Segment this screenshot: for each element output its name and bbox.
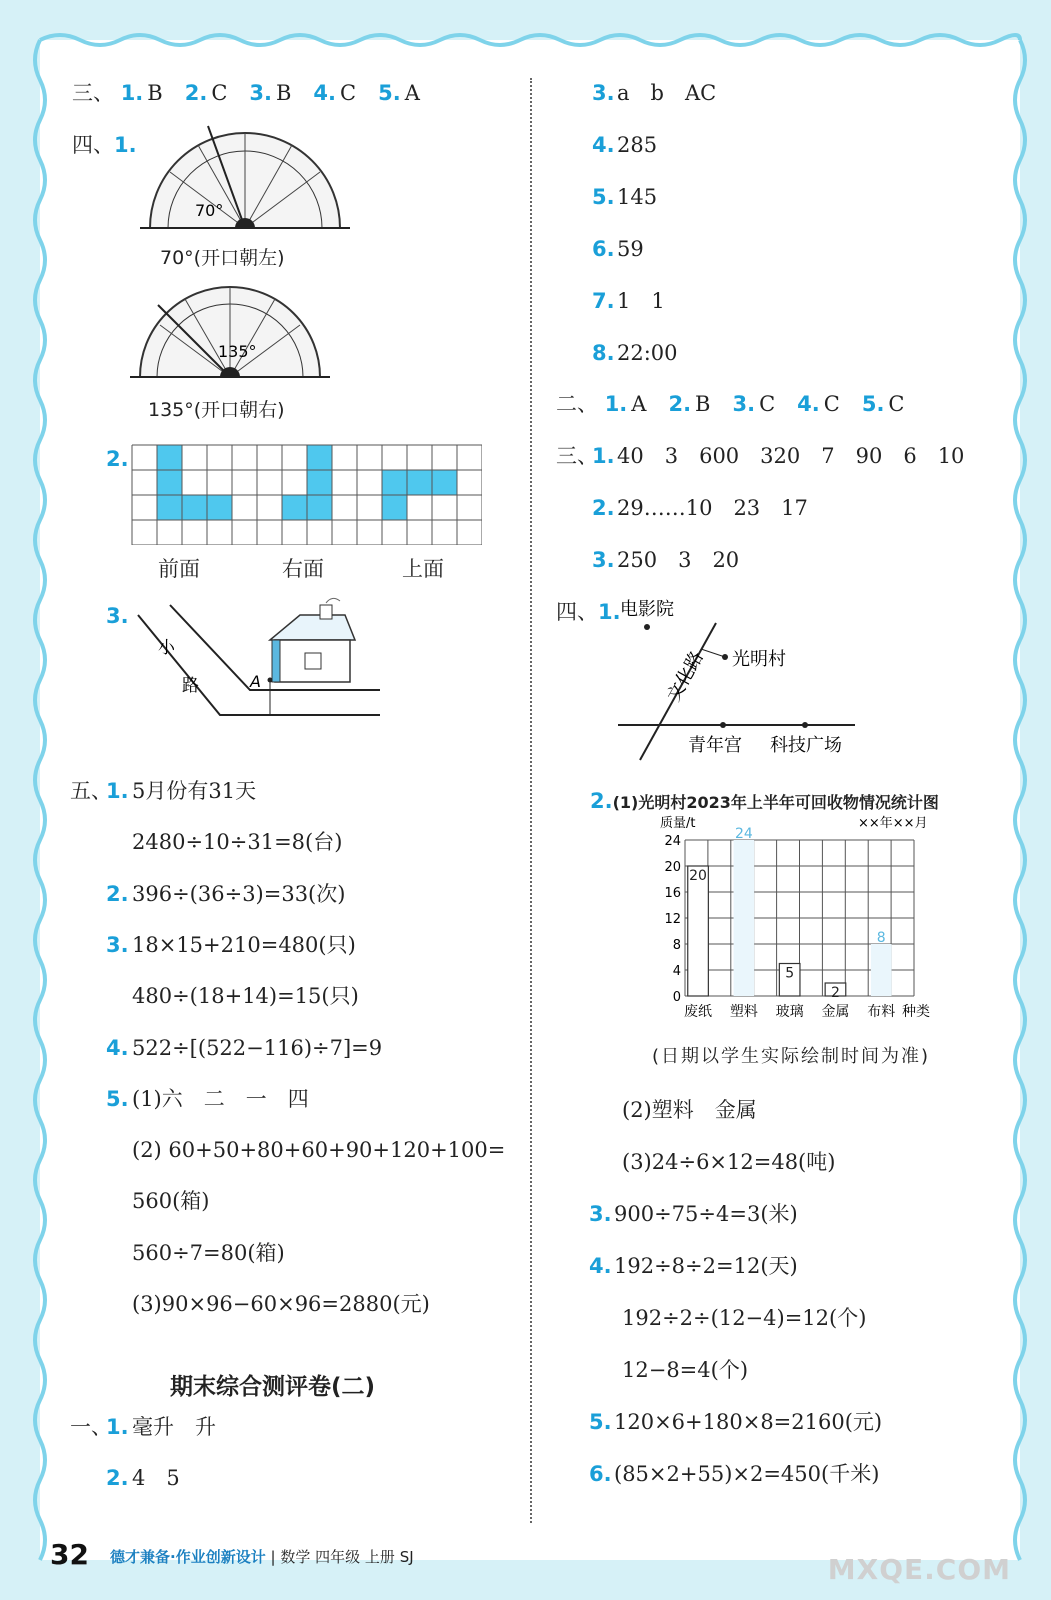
footer-subject: 数学 — [280, 1548, 311, 1566]
footer-book-info: 德才兼备·作业创新设计 | 数学 四年级 上册 SJ — [110, 1548, 414, 1566]
y-tick-label: 8 — [672, 938, 681, 953]
section-prefix: 四、 — [72, 133, 114, 157]
footer-brand: 德才兼备·作业创新设计 — [110, 1548, 266, 1566]
bar-value-label: 5 — [785, 965, 795, 982]
question-number: 2. — [590, 789, 613, 813]
question-number: 2. — [106, 1466, 129, 1490]
x-tick-label: 布料 — [867, 1004, 896, 1020]
answer-value: C — [759, 392, 776, 416]
y-tick-label: 12 — [664, 912, 681, 927]
answer-line: 18×15+210=480(只) — [132, 932, 356, 957]
answer-value: C — [888, 392, 905, 416]
footer-grade: 四年级 — [315, 1548, 361, 1566]
y-tick-label: 4 — [672, 964, 681, 979]
x-tick-label: 金属 — [821, 1004, 850, 1020]
protractor-1-caption: 70°(开口朝左) — [160, 247, 285, 269]
answer-line: 1 1 — [617, 289, 665, 313]
answer-line: 29……10 23 17 — [617, 496, 808, 520]
answer-line: 59 — [617, 237, 644, 261]
y-tick-label: 24 — [664, 834, 681, 849]
answer-value: A — [631, 392, 647, 416]
chart-note: (日期以学生实际绘制时间为准) — [652, 1046, 931, 1067]
recyclables-bar-chart — [660, 812, 970, 1027]
bar-value-label: 24 — [734, 826, 753, 842]
answer-line: (3)24÷6×12=48(吨) — [622, 1150, 836, 1174]
question-number: 8. — [592, 341, 615, 365]
bar — [871, 944, 892, 996]
question-number: 5. — [861, 392, 885, 416]
question-number: 3. — [592, 81, 615, 105]
view-label-front: 前面 — [158, 557, 200, 581]
view-label-right: 右面 — [282, 557, 324, 581]
question-number: 3. — [592, 548, 615, 572]
question-number: 7. — [592, 289, 615, 313]
answer-line: 145 — [617, 185, 658, 209]
bar-value-label: 20 — [689, 868, 707, 884]
section-prefix: 三、 — [72, 81, 114, 105]
part-label: (1) — [612, 793, 639, 812]
answer-value: B — [147, 81, 163, 105]
answer-line: 522÷[(522−116)÷7]=9 — [132, 1035, 383, 1060]
answer-line: 120×6+180×8=2160(元) — [614, 1410, 883, 1434]
question-number: 3. — [589, 1202, 612, 1226]
answer-line: 4 5 — [132, 1466, 180, 1490]
answer-line: 396÷(36÷3)=33(次) — [132, 881, 346, 906]
question-number: 1. — [114, 133, 137, 157]
left-section-3-answers — [72, 80, 420, 106]
section-prefix: 五、 — [70, 779, 112, 803]
answer-value: A — [404, 81, 420, 105]
answer-line: 22:00 — [617, 341, 678, 365]
answer-value: C — [823, 392, 840, 416]
bar-value-label: 2 — [830, 985, 840, 1001]
bar — [688, 866, 709, 996]
road-house-figure — [130, 595, 400, 760]
answer-line: 900÷75÷4=3(米) — [614, 1202, 798, 1226]
location-map — [600, 595, 870, 770]
answer-line: (3)90×96−60×96=2880(元) — [132, 1292, 430, 1316]
answer-line: 192÷2÷(12−4)=12(个) — [622, 1306, 867, 1330]
question-number: 2. — [106, 447, 129, 471]
answer-line: 40 3 600 320 7 90 6 10 — [617, 444, 965, 468]
right-section-2-answers — [556, 391, 905, 417]
question-number: 1. — [106, 1415, 129, 1439]
question-number: 5. — [106, 1086, 129, 1111]
protractor-135 — [130, 275, 330, 385]
map-label-cinema: 电影院 — [620, 599, 674, 620]
protractor-2-caption: 135°(开口朝右) — [148, 399, 285, 421]
question-number: 5. — [378, 81, 401, 105]
road-label: 小 — [158, 638, 175, 658]
y-tick-label: 20 — [664, 860, 681, 875]
shaded-cell — [432, 470, 457, 495]
question-number: 3. — [249, 81, 272, 105]
shaded-cell — [182, 495, 207, 520]
bar-value-label: 8 — [876, 930, 886, 946]
section-prefix: 二、 — [556, 392, 598, 416]
answer-value: C — [211, 81, 228, 105]
question-number: 2. — [184, 81, 208, 105]
x-tick-label: 废纸 — [684, 1004, 713, 1020]
answer-line: 12−8=4(个) — [622, 1358, 749, 1382]
question-number: 4. — [592, 133, 615, 157]
column-divider — [530, 78, 532, 1523]
x-axis-label: 种类 — [902, 1004, 930, 1020]
answer-line: 2480÷10÷31=8(台) — [132, 830, 343, 855]
answer-line: (2)塑料 金属 — [622, 1098, 757, 1122]
y-axis-label: 质量/t — [660, 816, 696, 831]
answer-line: 560(箱) — [132, 1189, 210, 1214]
question-number: 2. — [668, 392, 692, 416]
question-number: 1. — [592, 444, 615, 468]
x-tick-label: 玻璃 — [775, 1004, 804, 1020]
y-tick-label: 16 — [664, 886, 681, 901]
view-label-top: 上面 — [402, 557, 444, 581]
answer-line: 560÷7=80(箱) — [132, 1240, 285, 1265]
question-number: 6. — [592, 237, 615, 261]
shaded-cell — [407, 470, 432, 495]
x-tick-label: 塑料 — [729, 1004, 758, 1020]
map-label-road: 文化路 — [663, 647, 708, 706]
question-number: 4. — [106, 1035, 129, 1060]
y-tick-label: 0 — [672, 990, 681, 1005]
answer-line: 285 — [617, 133, 658, 157]
map-label-science-square: 科技广场 — [770, 735, 842, 756]
angle-label: 135° — [218, 342, 257, 361]
section-prefix: 三、 — [556, 444, 598, 468]
point-a-label: A — [250, 672, 261, 691]
answer-line: a b AC — [617, 81, 717, 105]
section-prefix: 四、 — [556, 600, 598, 624]
question-number: 2. — [106, 881, 129, 906]
shaded-cell — [307, 445, 332, 470]
shaded-cell — [382, 470, 407, 495]
house-icon — [270, 598, 355, 682]
question-number: 4. — [313, 81, 337, 105]
shaded-cell — [307, 495, 332, 520]
road-label: 路 — [182, 676, 199, 696]
question-number: 1. — [598, 600, 621, 624]
question-number: 3. — [732, 392, 756, 416]
question-number: 2. — [592, 496, 615, 520]
watermark: MXQE.COM — [827, 1553, 1011, 1586]
angle-label: 70° — [195, 201, 224, 220]
bar — [734, 840, 755, 996]
question-number: 1. — [604, 392, 628, 416]
chart-subtitle: ××年××月 — [858, 816, 928, 831]
shaded-cell — [157, 495, 182, 520]
question-number: 1. — [120, 81, 144, 105]
shaded-cell — [382, 495, 407, 520]
answer-line: (1)六 二 一 四 — [132, 1086, 309, 1111]
question-number: 5. — [589, 1410, 612, 1434]
question-number: 1. — [106, 779, 129, 803]
question-number: 5. — [592, 185, 615, 209]
shaded-cell — [157, 445, 182, 470]
question-number: 3. — [106, 932, 129, 957]
page-number: 32 — [50, 1538, 89, 1571]
chart-title: 光明村2023年上半年可回收物情况统计图 — [638, 793, 939, 812]
answer-value: B — [695, 392, 711, 416]
answer-line: 480÷(18+14)=15(只) — [132, 984, 359, 1009]
left-section-4-header — [72, 132, 137, 158]
exam-title: 期末综合测评卷(二) — [170, 1374, 376, 1400]
question-number: 6. — [589, 1462, 612, 1486]
footer-volume: 上册 — [364, 1548, 395, 1566]
shaded-cell — [207, 495, 232, 520]
question-number: 3. — [106, 604, 129, 628]
shaded-cell — [157, 470, 182, 495]
map-label-village: 光明村 — [732, 649, 786, 670]
answer-line: 5月份有31天 — [132, 779, 257, 803]
footer-edition: SJ — [399, 1548, 414, 1566]
answer-line: (85×2+55)×2=450(千米) — [614, 1462, 880, 1486]
answer-line: 毫升 升 — [132, 1415, 216, 1439]
map-label-youth-palace: 青年宫 — [688, 735, 742, 756]
answer-value: C — [340, 81, 357, 105]
answer-line: (2) 60+50+80+60+90+120+100= — [132, 1138, 506, 1163]
answer-value: B — [275, 81, 292, 105]
shaded-cell — [282, 495, 307, 520]
protractor-70 — [140, 120, 350, 235]
answer-line: 192÷8÷2=12(天) — [614, 1254, 798, 1278]
section-prefix: 一、 — [70, 1415, 112, 1439]
answer-line: 250 3 20 — [617, 548, 740, 572]
three-views-grid — [130, 443, 482, 545]
shaded-cell — [307, 470, 332, 495]
question-number: 4. — [589, 1254, 612, 1278]
question-number: 4. — [797, 392, 820, 416]
